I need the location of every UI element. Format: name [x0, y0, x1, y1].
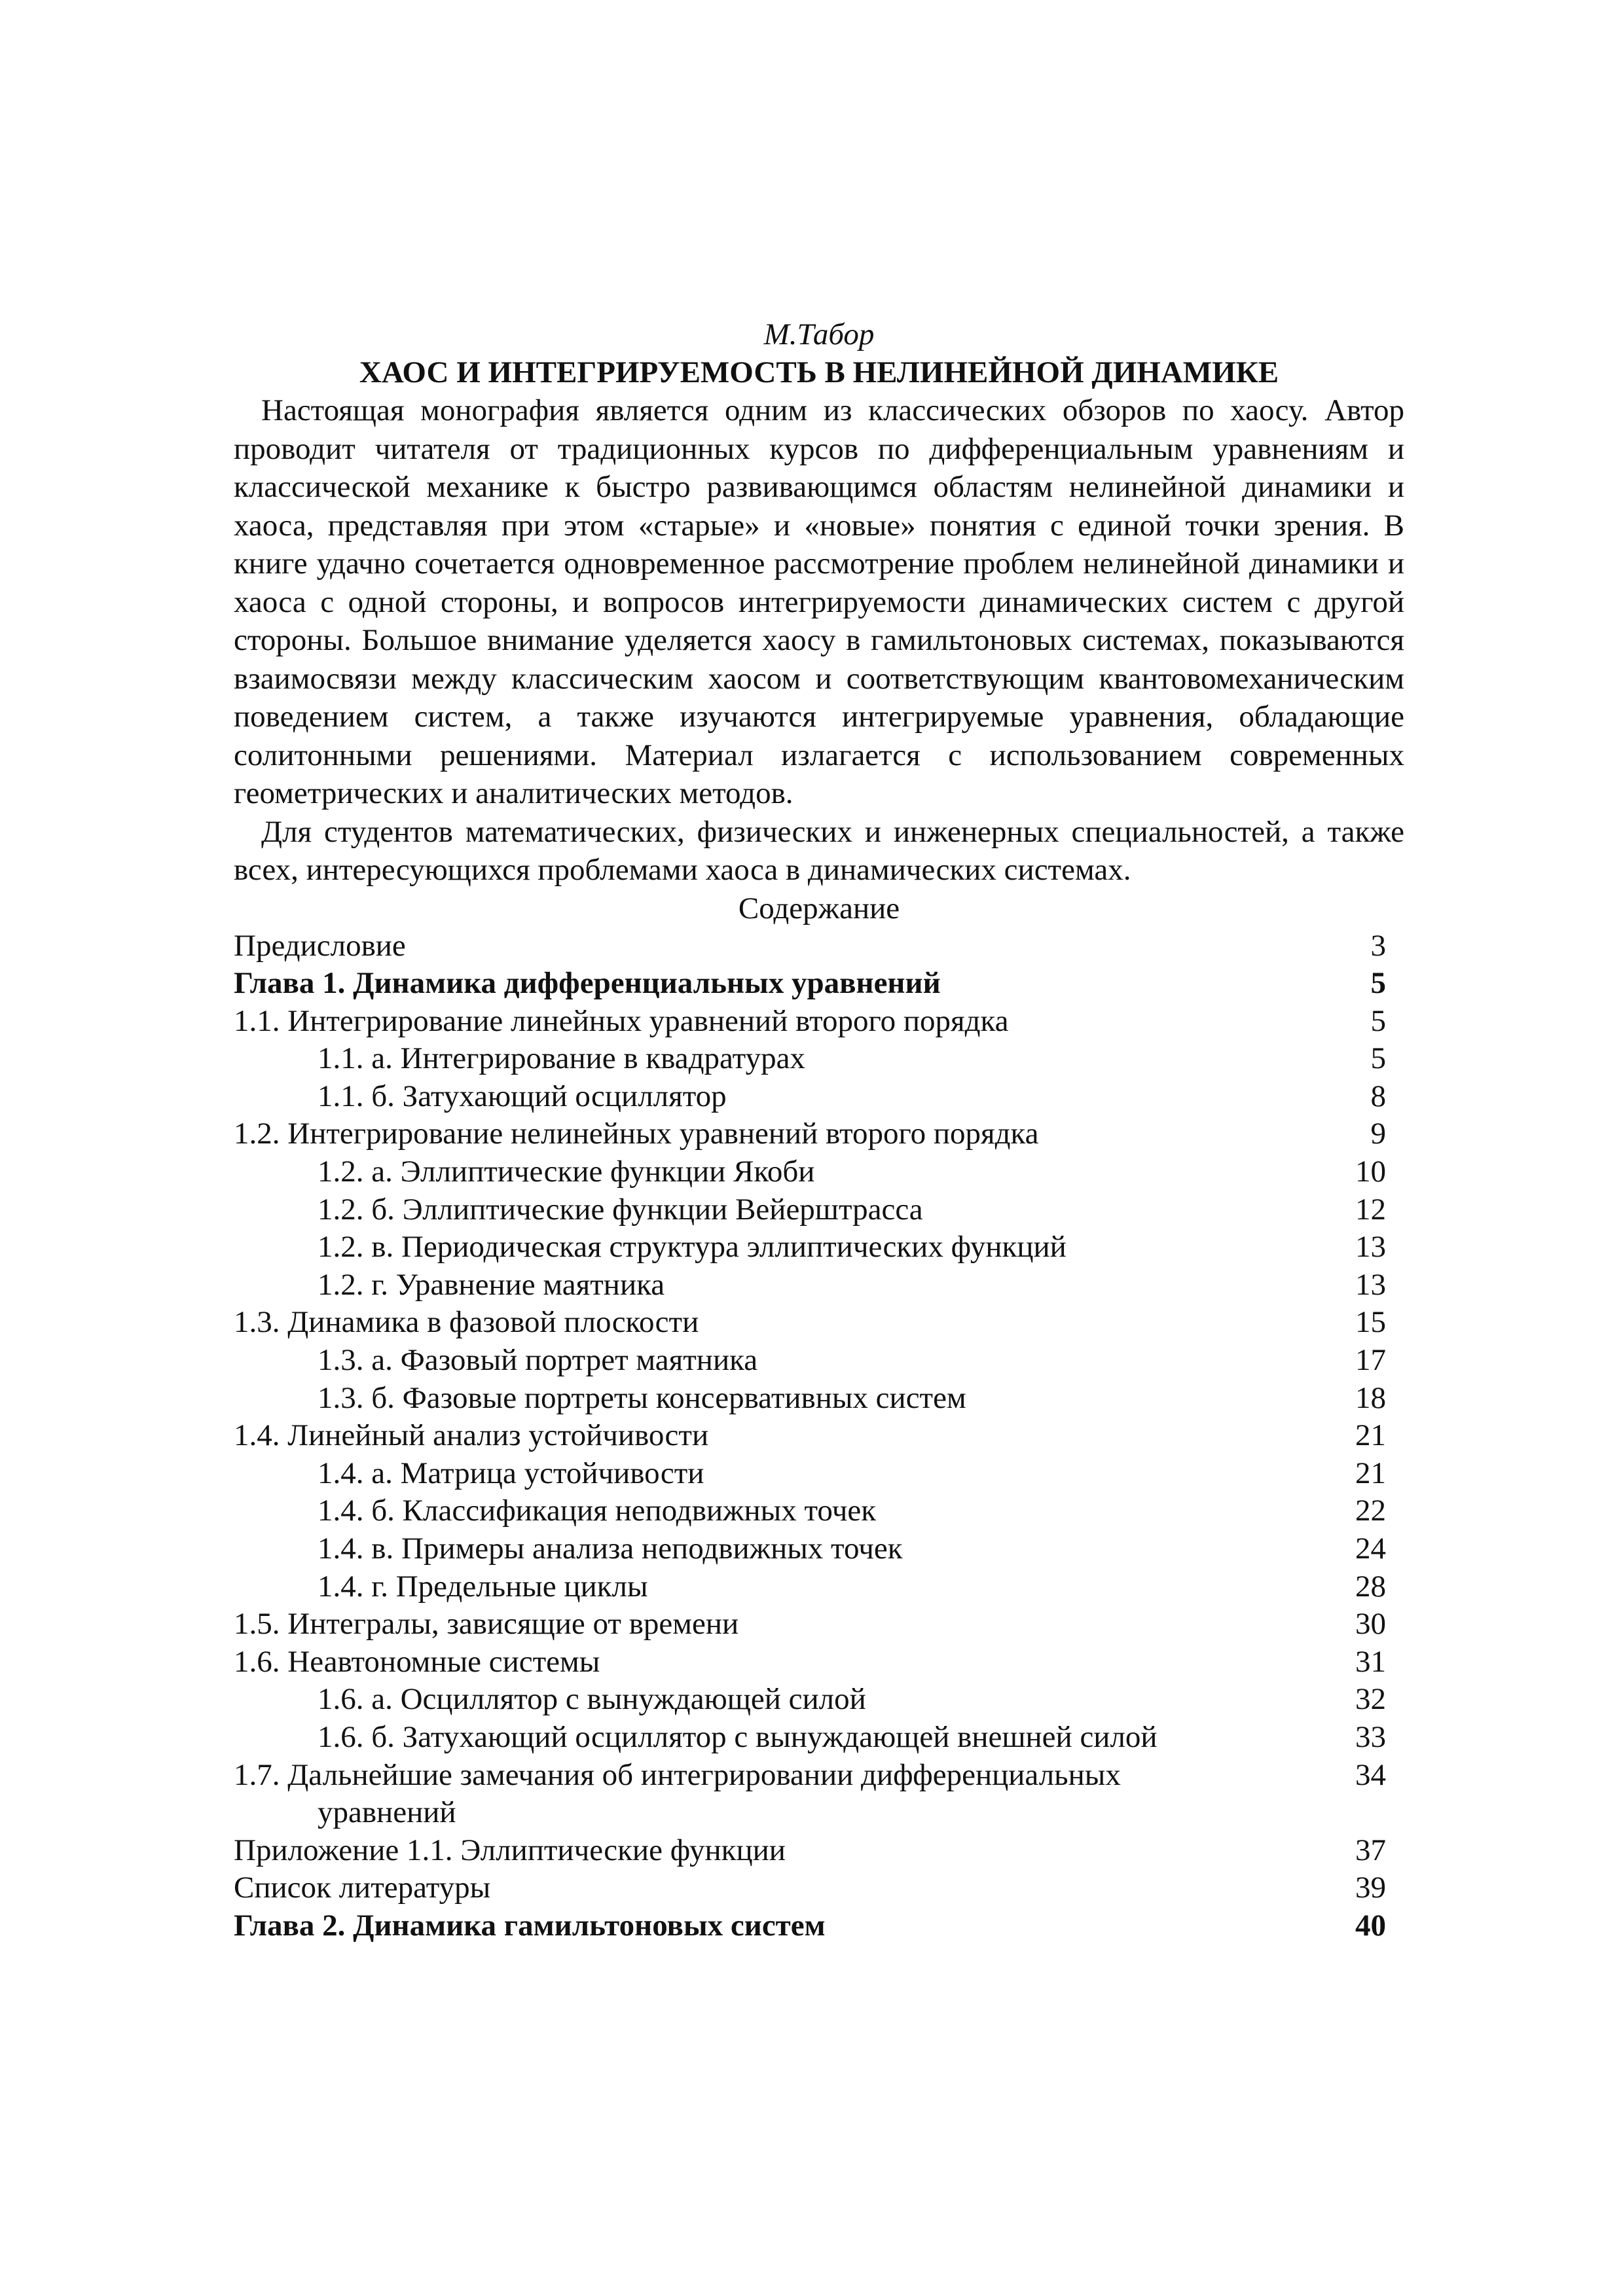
toc-entry-subsection — [234, 1266, 1386, 1304]
toc-entry-section — [234, 1304, 1386, 1342]
toc-entry-page: 8 — [1370, 1079, 1386, 1113]
toc-entry-title: 1.6. а. Осциллятор с вынуждающей силой — [318, 1682, 866, 1717]
toc-entry-title: 1.7. Дальнейшие замечания об интегрировании дифференциальных — [234, 1757, 1121, 1792]
toc-entry-page: 5 — [1370, 966, 1386, 1001]
toc-entry-title: 1.2. в. Периодическая структура эллиптических функций — [318, 1230, 1067, 1265]
toc-entry-page: 34 — [1355, 1757, 1386, 1792]
toc-entry-page: 30 — [1355, 1607, 1386, 1641]
toc-entry-page: 5 — [1370, 1041, 1386, 1076]
toc-entry-title: 1.3. б. Фазовые портреты консервативных систем — [318, 1380, 966, 1415]
toc-entry-title: Глава 2. Динамика гамильтоновых систем — [234, 1908, 826, 1943]
toc-entry-page: 21 — [1355, 1418, 1386, 1453]
toc-entry-page: 3 — [1370, 928, 1386, 963]
toc-entry-title: 1.3. Динамика в фазовой плоскости — [234, 1305, 699, 1340]
author-name: М.Табор — [763, 317, 875, 351]
toc-entry-subsection — [234, 1719, 1386, 1757]
toc-entry-chapter-1 — [234, 965, 1386, 1003]
toc-entry-title: 1.6. б. Затухающий осциллятор с вынуждающей внешней силой — [318, 1719, 1158, 1754]
toc-entry-page: 15 — [1355, 1305, 1386, 1340]
toc-entry-title-block — [234, 1757, 1327, 1832]
toc-entry-references — [234, 1869, 1386, 1907]
toc-entry-title: 1.1. а. Интегрирование в квадратурах — [318, 1041, 805, 1076]
toc-entry-subsection — [234, 1078, 1386, 1116]
toc-entry-page: 10 — [1355, 1155, 1386, 1189]
toc-entry-page: 9 — [1370, 1117, 1386, 1151]
toc-entry-preface — [234, 927, 1386, 965]
book-title: ХАОС И ИНТЕГРИРУЕМОСТЬ В НЕЛИНЕЙНОЙ ДИНАМИКЕ — [359, 355, 1279, 389]
toc-entry-appendix — [234, 1832, 1386, 1870]
toc-entry-title: 1.2. г. Уравнение маятника — [318, 1267, 665, 1302]
toc-entry-subsection — [234, 1492, 1386, 1530]
toc-entry-title: 1.3. а. Фазовый портрет маятника — [318, 1343, 758, 1378]
toc-entry-title-continuation: уравнений — [318, 1795, 456, 1830]
toc-entry-subsection — [234, 1380, 1386, 1418]
toc-entry-page: 17 — [1355, 1343, 1386, 1378]
toc-entry-title: 1.2. а. Эллиптические функции Якоби — [318, 1155, 815, 1189]
table-of-contents — [234, 927, 1386, 1945]
toc-entry-section — [234, 1115, 1386, 1153]
toc-entry-page: 22 — [1355, 1494, 1386, 1528]
toc-entry-title: 1.4. Линейный анализ устойчивости — [234, 1418, 709, 1453]
toc-entry-page: 13 — [1355, 1230, 1386, 1265]
toc-entry-page: 39 — [1355, 1871, 1386, 1905]
toc-entry-subsection — [234, 1342, 1386, 1380]
toc-entry-title: Предисловие — [234, 928, 406, 963]
toc-entry-title: Приложение 1.1. Эллиптические функции — [234, 1833, 786, 1867]
document-page — [234, 315, 1404, 1945]
toc-entry-page: 5 — [1370, 1003, 1386, 1038]
toc-entry-page: 13 — [1355, 1267, 1386, 1302]
toc-entry-title: 1.4. б. Классификация неподвижных точек — [318, 1494, 877, 1528]
toc-entry-title: 1.2. Интегрирование нелинейных уравнений второго порядка — [234, 1117, 1039, 1151]
toc-entry-subsection — [234, 1681, 1386, 1719]
toc-entry-title: 1.1. б. Затухающий осциллятор — [318, 1079, 727, 1113]
toc-entry-title: 1.4. г. Предельные циклы — [318, 1569, 648, 1604]
toc-entry-title: 1.2. б. Эллиптические функции Вейерштрасса — [318, 1192, 923, 1227]
toc-entry-page: 37 — [1355, 1833, 1386, 1867]
toc-entry-section — [234, 1757, 1386, 1832]
toc-entry-subsection — [234, 1530, 1386, 1568]
toc-entry-section — [234, 1417, 1386, 1455]
toc-entry-page: 32 — [1355, 1682, 1386, 1717]
toc-entry-title: 1.4. а. Матрица устойчивости — [318, 1456, 704, 1490]
toc-entry-section — [234, 1643, 1386, 1681]
toc-entry-subsection — [234, 1191, 1386, 1229]
toc-entry-page: 40 — [1355, 1908, 1386, 1943]
toc-entry-title: Глава 1. Динамика дифференциальных уравнений — [234, 966, 941, 1001]
toc-entry-subsection — [234, 1040, 1386, 1078]
contents-heading: Содержание — [738, 891, 900, 925]
toc-entry-page: 31 — [1355, 1644, 1386, 1679]
toc-entry-title: 1.6. Неавтономные системы — [234, 1644, 600, 1679]
toc-entry-section — [234, 1605, 1386, 1643]
toc-entry-page: 28 — [1355, 1569, 1386, 1604]
toc-entry-subsection — [234, 1153, 1386, 1191]
toc-entry-chapter-2 — [234, 1907, 1386, 1945]
audience-paragraph: Для студентов математических, физических и инженерных специальностей, а также всех, интересующихся проблемами хаоса в динамических системах. — [234, 814, 1404, 887]
toc-entry-page: 18 — [1355, 1380, 1386, 1415]
toc-entry-subsection — [234, 1455, 1386, 1493]
toc-entry-title: 1.1. Интегрирование линейных уравнений второго порядка — [234, 1003, 1009, 1038]
toc-entry-page: 24 — [1355, 1532, 1386, 1566]
toc-entry-page: 12 — [1355, 1192, 1386, 1227]
toc-entry-page: 33 — [1355, 1719, 1386, 1754]
annotation-paragraph: Настоящая монография является одним из классических обзоров по хаосу. Автор проводит читателя от традиционных курсов по дифференциальным уравнениям и классической механике к быстро развивающимся областям нелинейной динамики и хаоса, представляя при этом «старые» и «новые» понятия с единой точки зрения. В книге удачно сочетается одновременное рассмотрение проблем нелинейной динамики и хаоса с одной стороны, и вопросов интегрируемости динамических систем с другой стороны. Большое внимание уделяется хаосу в гамильтоновых системах, показываются взаимосвязи между классическим хаосом и соответствующим квантовомеханическим поведением систем, а также изучаются интегрируемые уравнения, обладающие солитонными решениями. Материал излагается с использованием современных геометрических и аналитических методов. — [234, 393, 1404, 810]
toc-entry-section — [234, 1003, 1386, 1041]
toc-entry-title: Список литературы — [234, 1871, 491, 1905]
toc-entry-subsection — [234, 1229, 1386, 1266]
toc-entry-title: 1.4. в. Примеры анализа неподвижных точек — [318, 1532, 903, 1566]
toc-entry-subsection — [234, 1568, 1386, 1606]
toc-entry-page: 21 — [1355, 1456, 1386, 1490]
toc-entry-title: 1.5. Интегралы, зависящие от времени — [234, 1607, 739, 1641]
